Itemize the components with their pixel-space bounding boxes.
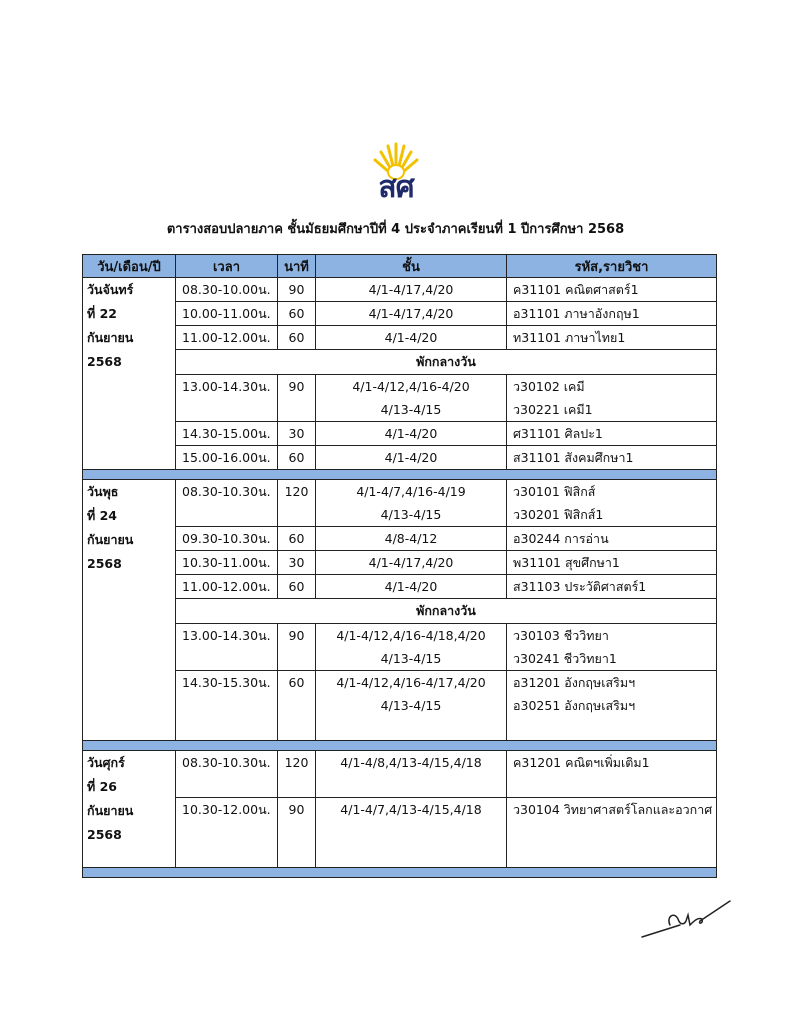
cell-line: 90 (288, 282, 305, 297)
cell-line: 4/13-4/15 (380, 651, 442, 666)
time-cell (176, 671, 278, 741)
cell-line: 10.30-11.00น. (182, 555, 271, 570)
cell-padding (322, 717, 500, 740)
subject-cell (507, 527, 717, 551)
cell-line: 60 (288, 675, 305, 690)
day-separator-row (83, 741, 717, 751)
cell-line: 4/8-4/12 (384, 531, 438, 546)
table-header-row (83, 255, 717, 278)
cell-line: 11.00-12.00น. (182, 330, 271, 345)
cell-line: 08.30-10.00น. (182, 282, 271, 297)
time-cell (176, 751, 278, 798)
cell-line: 4/1-4/7,4/16-4/19 (356, 484, 466, 499)
time-cell (176, 375, 278, 422)
day-separator-row (83, 868, 717, 878)
cell-line: อ31201 อังกฤษเสริมฯ (513, 675, 636, 690)
class-cell (316, 751, 507, 798)
cell-padding (322, 821, 500, 844)
class-cell (316, 278, 507, 302)
cell-line: ศ31101 ศิลปะ1 (513, 426, 603, 441)
table-row (83, 527, 717, 551)
cell-line: 4/1-4/20 (384, 426, 438, 441)
class-cell (316, 302, 507, 326)
cell-line: พ31101 สุขศึกษา1 (513, 555, 620, 570)
cell-line: 60 (288, 450, 305, 465)
time-cell (176, 326, 278, 350)
header-minutes: นาที (278, 255, 316, 278)
day-line: ที่ 22 (87, 306, 117, 321)
minutes-cell (278, 551, 316, 575)
cell-line: 15.00-16.00น. (182, 450, 271, 465)
logo-text: สศ (378, 170, 414, 205)
class-cell (316, 326, 507, 350)
minutes-cell (278, 422, 316, 446)
minutes-cell (278, 624, 316, 671)
cell-line: 4/1-4/12,4/16-4/18,4/20 (336, 628, 486, 643)
time-cell (176, 422, 278, 446)
cell-line: 4/1-4/17,4/20 (368, 282, 454, 297)
cell-line: ว30241 ชีววิทยา1 (513, 651, 617, 666)
minutes-cell (278, 326, 316, 350)
page-title: ตารางสอบปลายภาค ชั้นมัธยมศึกษาปีที่ 4 ประจำภาคเรียนที่ 1 ปีการศึกษา 2568 (166, 222, 625, 237)
day-cell (83, 751, 176, 868)
cell-line: 60 (288, 531, 305, 546)
class-cell (316, 375, 507, 422)
table-row (83, 798, 717, 868)
time-cell (176, 551, 278, 575)
minutes-cell (278, 480, 316, 527)
cell-line: 08.30-10.30น. (182, 755, 271, 770)
cell-line: 09.30-10.30น. (182, 531, 271, 546)
cell-line: 4/1-4/17,4/20 (368, 555, 454, 570)
subject-cell (507, 624, 717, 671)
class-cell (316, 551, 507, 575)
subject-cell (507, 375, 717, 422)
minutes-cell (278, 375, 316, 422)
header-subject: รหัส,รายวิชา (507, 255, 717, 278)
cell-line: 11.00-12.00น. (182, 579, 271, 594)
subject-cell (507, 446, 717, 470)
class-cell (316, 527, 507, 551)
minutes-cell (278, 798, 316, 868)
time-cell (176, 480, 278, 527)
day-cell (83, 480, 176, 741)
minutes-cell (278, 751, 316, 798)
day-line: 2568 (87, 827, 122, 842)
table-row (83, 446, 717, 470)
cell-line: 30 (288, 426, 305, 441)
cell-line: 4/13-4/15 (380, 698, 442, 713)
subject-cell (507, 575, 717, 599)
class-cell (316, 798, 507, 868)
time-cell (176, 798, 278, 868)
cell-line: 4/13-4/15 (380, 507, 442, 522)
cell-line: 10.00-11.00น. (182, 306, 271, 321)
day-separator (83, 470, 717, 480)
cell-line: 13.00-14.30น. (182, 379, 271, 394)
cell-line: 14.30-15.30น. (182, 675, 271, 690)
table-body (83, 278, 717, 878)
cell-line: 90 (288, 802, 305, 817)
time-cell (176, 624, 278, 671)
cell-line: 4/1-4/17,4/20 (368, 306, 454, 321)
day-separator-row (83, 470, 717, 480)
day-cell (83, 278, 176, 470)
cell-line: ว30103 ชีววิทยา (513, 628, 609, 643)
day-line: กันยายน (87, 803, 134, 818)
day-separator (83, 868, 717, 878)
cell-line: 4/1-4/12,4/16-4/17,4/20 (336, 675, 486, 690)
subject-cell (507, 422, 717, 446)
cell-line: 4/1-4/20 (384, 579, 438, 594)
table-row (83, 575, 717, 599)
day-line: กันยายน (87, 330, 134, 345)
time-cell (176, 302, 278, 326)
cell-line: 90 (288, 628, 305, 643)
cell-line: อ31101 ภาษาอังกฤษ1 (513, 306, 640, 321)
table-row (83, 326, 717, 350)
cell-line: ว30104 วิทยาศาสตร์โลกและอวกาศ (513, 802, 713, 817)
cell-line: 30 (288, 555, 305, 570)
signature-icon (640, 895, 735, 945)
cell-line: 60 (288, 579, 305, 594)
subject-cell (507, 480, 717, 527)
cell-line: ท31101 ภาษาไทย1 (513, 330, 626, 345)
minutes-cell (278, 446, 316, 470)
cell-line: อ30251 อังกฤษเสริมฯ (513, 698, 636, 713)
day-line: วันศุกร์ (87, 755, 125, 770)
cell-padding (322, 774, 500, 797)
class-cell (316, 671, 507, 741)
table-row (83, 599, 717, 624)
cell-line: 120 (284, 755, 309, 770)
cell-line: 60 (288, 330, 305, 345)
minutes-cell (278, 671, 316, 741)
cell-line: 4/1-4/20 (384, 450, 438, 465)
day-line: วันพุธ (87, 484, 119, 499)
cell-line: 60 (288, 306, 305, 321)
day-line: วันจันทร์ (87, 282, 134, 297)
cell-line: 90 (288, 379, 305, 394)
class-cell (316, 422, 507, 446)
day-line: 2568 (87, 354, 122, 369)
minutes-cell (278, 575, 316, 599)
header-date: วัน/เดือน/ปี (83, 255, 176, 278)
cell-line: ว30101 ฟิสิกส์ (513, 484, 596, 499)
minutes-cell (278, 527, 316, 551)
table-row (83, 480, 717, 527)
subject-cell (507, 551, 717, 575)
table-row (83, 422, 717, 446)
class-cell (316, 480, 507, 527)
cell-line: 4/1-4/7,4/13-4/15,4/18 (340, 802, 482, 817)
subject-cell (507, 798, 717, 868)
cell-line: 4/13-4/15 (380, 402, 442, 417)
header-time: เวลา (176, 255, 278, 278)
day-line: ที่ 26 (87, 779, 117, 794)
cell-line: 4/1-4/8,4/13-4/15,4/18 (340, 755, 482, 770)
cell-padding (322, 844, 500, 867)
class-cell (316, 624, 507, 671)
header-class: ชั้น (316, 255, 507, 278)
time-cell (176, 278, 278, 302)
subject-cell (507, 671, 717, 741)
time-cell (176, 446, 278, 470)
table-row (83, 751, 717, 798)
day-line: ที่ 24 (87, 508, 117, 523)
cell-line: 120 (284, 484, 309, 499)
subject-cell (507, 302, 717, 326)
table-row (83, 624, 717, 671)
table-row (83, 671, 717, 741)
cell-line: 08.30-10.30น. (182, 484, 271, 499)
cell-line: 13.00-14.30น. (182, 628, 271, 643)
cell-line: ว30201 ฟิสิกส์1 (513, 507, 604, 522)
minutes-cell (278, 302, 316, 326)
time-cell (176, 527, 278, 551)
cell-line: ส31103 ประวัติศาสตร์1 (513, 579, 647, 594)
subject-cell (507, 278, 717, 302)
cell-line: ค31101 คณิตศาสตร์1 (513, 282, 639, 297)
day-separator (83, 741, 717, 751)
cell-line: ว30102 เคมี (513, 379, 585, 394)
cell-line: 4/1-4/20 (384, 330, 438, 345)
class-cell (316, 575, 507, 599)
exam-schedule-table (82, 254, 717, 878)
minutes-cell (278, 278, 316, 302)
cell-line: 4/1-4/12,4/16-4/20 (352, 379, 470, 394)
table-row (83, 350, 717, 375)
day-line: กันยายน (87, 532, 134, 547)
cell-line: ค31201 คณิตฯเพิ่มเติม1 (513, 755, 650, 770)
subject-cell (507, 751, 717, 798)
table-row (83, 375, 717, 422)
lunch-break-cell: พักกลางวัน (176, 350, 717, 375)
class-cell (316, 446, 507, 470)
day-line: 2568 (87, 556, 122, 571)
table-row (83, 551, 717, 575)
cell-line: 14.30-15.00น. (182, 426, 271, 441)
cell-line: ว30221 เคมี1 (513, 402, 593, 417)
time-cell (176, 575, 278, 599)
cell-line: ส31101 สังคมศึกษา1 (513, 450, 634, 465)
cell-line: อ30244 การอ่าน (513, 531, 609, 546)
table-row (83, 302, 717, 326)
table-row (83, 278, 717, 302)
subject-cell (507, 326, 717, 350)
lunch-break-cell: พักกลางวัน (176, 599, 717, 624)
cell-line: 10.30-12.00น. (182, 802, 271, 817)
